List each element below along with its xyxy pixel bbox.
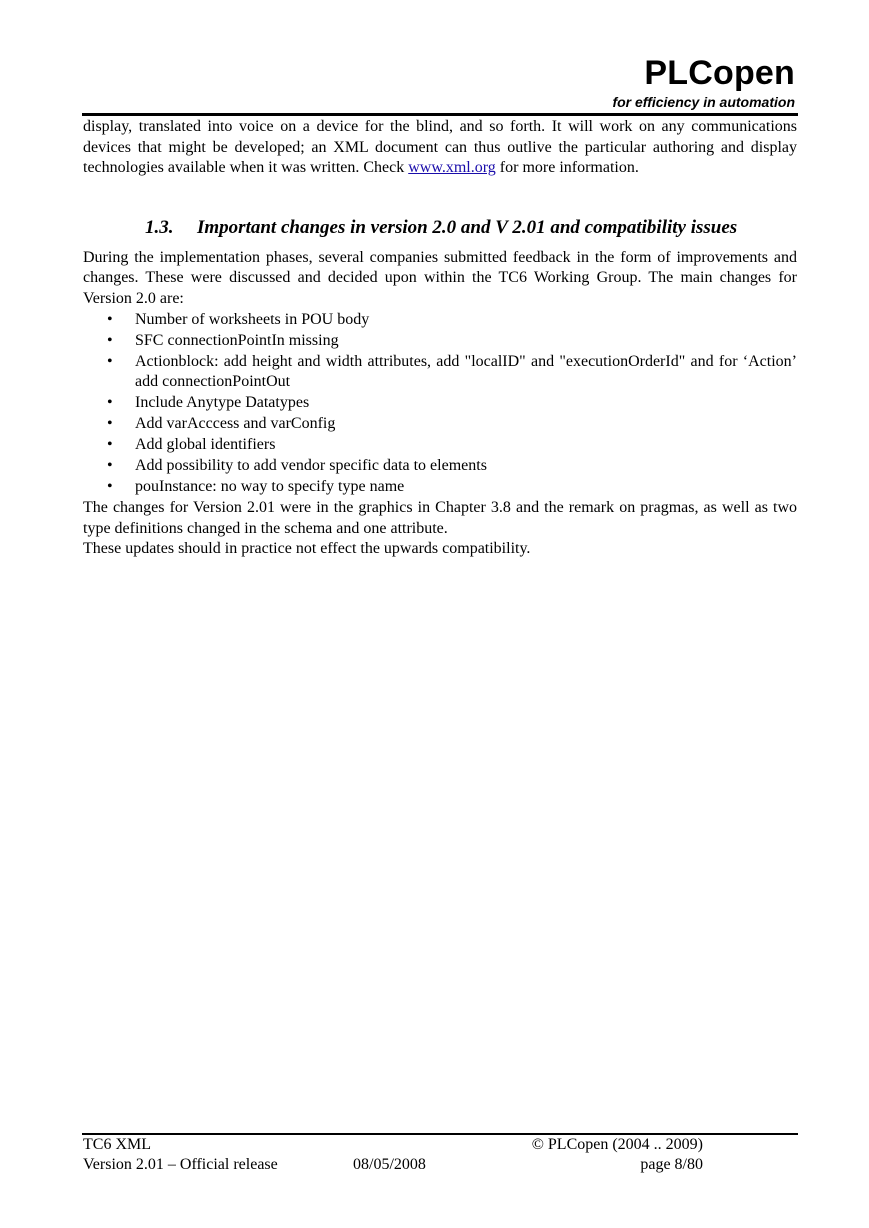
footer-doc-name: TC6 XML — [83, 1136, 151, 1153]
list-item — [83, 435, 797, 456]
logo-name: PLCopen — [644, 54, 795, 92]
page-footer — [83, 1135, 723, 1175]
footer-row-2 — [83, 1155, 723, 1175]
list-item-text: Actionblock: add height and width attributes, add "localID" and "executionOrderId" and for ‘Action’ add connectionPointOut — [135, 352, 797, 390]
bullet-icon: • — [107, 436, 113, 453]
list-item — [83, 456, 797, 477]
list-item — [83, 414, 797, 435]
list-item-text: Add varAcccess and varConfig — [135, 415, 336, 432]
section-paragraph: During the implementation phases, several companies submitted feedback in the form of improvements and changes. These were discussed and decided upon within the TC6 Working Group. The main changes for Version 2.0 are: — [83, 248, 797, 307]
version-201-changes: The changes for Version 2.01 were in the graphics in Chapter 3.8 and the remark on pragmas, as well as two type definitions changed in the schema and one attribute. — [83, 499, 797, 537]
changes-list — [83, 310, 797, 498]
xml-org-link[interactable]: www.xml.org — [408, 159, 496, 176]
intro-text-after-link: for more information. — [495, 159, 639, 176]
page-content — [83, 117, 797, 560]
list-item — [83, 393, 797, 414]
list-item-text: Add global identifiers — [135, 436, 276, 453]
intro-text-before-link: display, translated into voice on a device for the blind, and so forth. It will work on any communications devices that might be developed; an XML document can thus outlive the particular authoring and display technologies available when it was written. Check — [83, 118, 797, 176]
plcopen-logo — [612, 54, 795, 110]
bullet-icon: • — [107, 478, 113, 495]
list-item — [83, 352, 797, 393]
logo-tagline: for efficiency in automation — [612, 94, 795, 110]
footer-copyright: © PLCopen (2004 .. 2009) — [531, 1136, 703, 1153]
footer-row-1 — [83, 1135, 723, 1155]
bullet-icon: • — [107, 394, 113, 411]
header-rule — [82, 113, 798, 116]
bullet-icon: • — [107, 415, 113, 432]
list-item-text: pouInstance: no way to specify type name — [135, 478, 405, 495]
intro-paragraph — [83, 117, 797, 179]
footer-page-number: page 8/80 — [640, 1156, 703, 1173]
list-item-text: Add possibility to add vendor specific data to elements — [135, 457, 487, 474]
list-item-text: Include Anytype Datatypes — [135, 394, 310, 411]
bullet-icon: • — [107, 352, 113, 370]
footer-version: Version 2.01 – Official release — [83, 1156, 278, 1173]
list-item-text: SFC connectionPointIn missing — [135, 331, 339, 349]
section-number: 1.3. — [145, 216, 174, 238]
list-item — [83, 477, 797, 498]
list-item-text: Number of worksheets in POU body — [135, 310, 370, 328]
footer-date: 08/05/2008 — [353, 1156, 426, 1173]
bullet-icon: • — [107, 331, 113, 349]
bullet-icon: • — [107, 310, 113, 328]
list-item — [83, 331, 797, 352]
compatibility-note: These updates should in practice not effect the upwards compatibility. — [83, 540, 531, 557]
bullet-icon: • — [107, 457, 113, 474]
section-title: Important changes in version 2.0 and V 2.01 and compatibility issues — [197, 216, 738, 238]
section-heading — [83, 215, 797, 241]
list-item — [83, 310, 797, 331]
